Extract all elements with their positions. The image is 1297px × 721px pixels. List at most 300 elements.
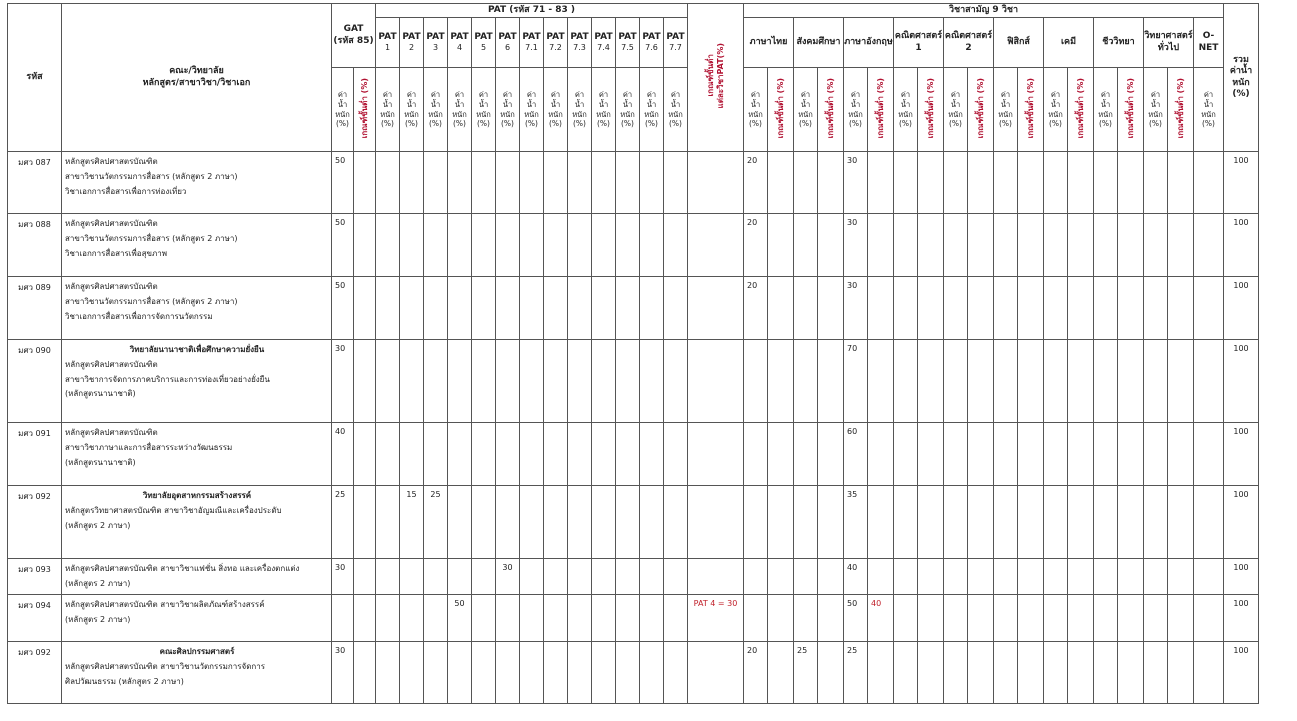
header-pat-7-2: PAT 7.2 (544, 18, 568, 68)
gat-minimum (354, 642, 376, 704)
subject-weight: 20 (744, 642, 768, 704)
subject-minimum (768, 340, 794, 423)
subject-weight (794, 423, 818, 486)
subject-minimum (868, 642, 894, 704)
subject-minimum (768, 277, 794, 340)
subject-weight (1044, 595, 1068, 642)
pat-weight (376, 559, 400, 595)
subject-minimum (918, 642, 944, 704)
onet-weight (1194, 486, 1224, 559)
subject-weight (1144, 423, 1168, 486)
subject-weight (794, 340, 818, 423)
program-description (62, 486, 332, 559)
pat-weight (400, 152, 424, 214)
pat-weight-label: ค่า น้ำ หนัก (%) (496, 68, 520, 152)
pat-minimum (688, 152, 744, 214)
program-line: (หลักสูตรนานาชาติ) (65, 389, 136, 399)
pat-weight: 30 (496, 559, 520, 595)
pat-weight (448, 152, 472, 214)
subject-weight (994, 277, 1018, 340)
subject-minimum (918, 277, 944, 340)
subject-minimum (918, 152, 944, 214)
subject-minimum (918, 214, 944, 277)
pat-weight (568, 277, 592, 340)
gat-minimum (354, 595, 376, 642)
pat-weight (472, 642, 496, 704)
subject-weight: 20 (744, 277, 768, 340)
pat-weight (424, 277, 448, 340)
pat-weight (376, 423, 400, 486)
row-code: มศว 087 (8, 152, 62, 214)
subject-minimum (1068, 152, 1094, 214)
pat-weight (640, 642, 664, 704)
program-description (62, 423, 332, 486)
subject-minimum (1068, 340, 1094, 423)
total-weight: 100 (1224, 423, 1259, 486)
pat-weight (592, 595, 616, 642)
pat-weight (616, 340, 640, 423)
onet-weight (1194, 642, 1224, 704)
header-subject-math2: คณิตศาสตร์ 2 (944, 18, 994, 68)
pat-weight (496, 152, 520, 214)
subject-minimum (1168, 277, 1194, 340)
gat-weight: 50 (332, 152, 354, 214)
gat-weight: 30 (332, 642, 354, 704)
total-weight: 100 (1224, 559, 1259, 595)
gat-weight: 50 (332, 214, 354, 277)
pat-weight (472, 152, 496, 214)
pat-weight (544, 423, 568, 486)
pat-weight (376, 595, 400, 642)
subject-weight (894, 486, 918, 559)
pat-weight (616, 214, 640, 277)
subject-minimum (968, 152, 994, 214)
table-row (8, 486, 1259, 559)
admission-criteria-table (7, 3, 1259, 704)
subject-weight (994, 340, 1018, 423)
gat-weight: 25 (332, 486, 354, 559)
row-code: มศว 091 (8, 423, 62, 486)
faculty-heading: วิทยาลัยอุตสาหกรรมสร้างสรรค์ (142, 491, 252, 500)
subject-minimum (818, 214, 844, 277)
row-code: มศว 092 (8, 642, 62, 704)
subject-weight (994, 642, 1018, 704)
program-line: (หลักสูตร 2 ภาษา) (65, 614, 131, 624)
subject-minimum (1018, 559, 1044, 595)
subject-minimum (1118, 152, 1144, 214)
gat-minimum (354, 277, 376, 340)
pat-weight (496, 642, 520, 704)
pat-weight (664, 277, 688, 340)
pat-minimum (688, 486, 744, 559)
onet-weight (1194, 559, 1224, 595)
subject-weight (1144, 214, 1168, 277)
program-description (62, 340, 332, 423)
total-weight: 100 (1224, 277, 1259, 340)
program-description (62, 595, 332, 642)
header-pat-7-1: PAT 7.1 (520, 18, 544, 68)
pat-minimum (688, 214, 744, 277)
program-line: สาขาวิชาการจัดการภาคบริการและการท่องเที่ยวอย่างยั่งยืน (65, 374, 270, 384)
table-row (8, 423, 1259, 486)
subject-minimum (1118, 340, 1144, 423)
header-pat-5: PAT 5 (472, 18, 496, 68)
subject-weight (1094, 642, 1118, 704)
subject-minimum (818, 423, 844, 486)
program-line: วิชาเอกการสื่อสารเพื่อการจัดการนวัตกรรม (65, 311, 213, 321)
subject-weight (1094, 152, 1118, 214)
subject-weight (944, 423, 968, 486)
pat-weight (472, 277, 496, 340)
subject-weight (1044, 214, 1068, 277)
pat-weight (448, 642, 472, 704)
subject-weight: 30 (844, 214, 868, 277)
pat-weight (400, 595, 424, 642)
subject-weight (944, 595, 968, 642)
pat-minimum (688, 559, 744, 595)
row-code: มศว 092 (8, 486, 62, 559)
subject-weight (1044, 340, 1068, 423)
gat-minimum (354, 152, 376, 214)
pat-weight (472, 486, 496, 559)
subject-minimum (918, 423, 944, 486)
pat-weight (592, 340, 616, 423)
subject-minimum (818, 340, 844, 423)
header-pat-7-4: PAT 7.4 (592, 18, 616, 68)
pat-weight (664, 340, 688, 423)
header-pat-group: PAT (รหัส 71 - 83 ) (376, 4, 688, 18)
subject-minimum (818, 486, 844, 559)
subject-weight (1144, 559, 1168, 595)
pat-weight (424, 559, 448, 595)
subject-weight (744, 340, 768, 423)
pat-weight (448, 277, 472, 340)
pat-weight (376, 152, 400, 214)
program-description (62, 559, 332, 595)
subject-minimum (1068, 214, 1094, 277)
program-line: หลักสูตรศิลปศาสตรบัณฑิต สาขาวิชานวัตกรรมการจัดการ (65, 661, 266, 671)
subject-weight (994, 559, 1018, 595)
pat-weight (616, 152, 640, 214)
pat-weight (592, 214, 616, 277)
total-weight: 100 (1224, 214, 1259, 277)
subject-weight (744, 559, 768, 595)
subject-minimum-label: เกณฑ์ขั้นต่ำ (%) (968, 68, 994, 152)
subject-minimum-label: เกณฑ์ขั้นต่ำ (%) (1168, 68, 1194, 152)
program-line: วิชาเอกการสื่อสารเพื่อการท่องเที่ยว (65, 186, 187, 196)
pat-weight (640, 340, 664, 423)
gat-weight: 40 (332, 423, 354, 486)
pat-weight (568, 340, 592, 423)
subject-weight (894, 277, 918, 340)
header-subject-math1: คณิตศาสตร์ 1 (894, 18, 944, 68)
pat-weight (544, 214, 568, 277)
table-row (8, 340, 1259, 423)
subject-weight (994, 486, 1018, 559)
header-pat-6: PAT 6 (496, 18, 520, 68)
subject-weight (794, 152, 818, 214)
pat-weight (616, 277, 640, 340)
header-pat-3: PAT 3 (424, 18, 448, 68)
subject-minimum (1118, 595, 1144, 642)
subject-weight (944, 152, 968, 214)
subject-weight (994, 595, 1018, 642)
header-subject-chemistry: เคมี (1044, 18, 1094, 68)
header-pat-7-6: PAT 7.6 (640, 18, 664, 68)
subject-minimum (918, 340, 944, 423)
subject-minimum (768, 595, 794, 642)
pat-weight (568, 486, 592, 559)
subject-minimum (1018, 152, 1044, 214)
subject-weight (1144, 152, 1168, 214)
subject-minimum (918, 486, 944, 559)
subject-weight-label: ค่า น้ำ หนัก (%) (794, 68, 818, 152)
subject-weight-label: ค่า น้ำ หนัก (%) (1094, 68, 1118, 152)
pat-weight (400, 214, 424, 277)
subject-weight (794, 277, 818, 340)
header-faculty: คณะ/วิทยาลัย หลักสูตร/สาขาวิชา/วิชาเอก (62, 4, 332, 152)
subject-minimum-label: เกณฑ์ขั้นต่ำ (%) (1118, 68, 1144, 152)
subject-weight: 35 (844, 486, 868, 559)
subject-minimum (1168, 642, 1194, 704)
header-subjects-group: วิชาสามัญ 9 วิชา (744, 4, 1224, 18)
subject-minimum: 40 (868, 595, 894, 642)
pat-weight (520, 277, 544, 340)
pat-weight: 25 (424, 486, 448, 559)
pat-weight-label: ค่า น้ำ หนัก (%) (400, 68, 424, 152)
subject-weight (794, 559, 818, 595)
header-pat-7-3: PAT 7.3 (568, 18, 592, 68)
program-line: หลักสูตรศิลปศาสตรบัณฑิต (65, 282, 158, 291)
subject-weight (1044, 642, 1068, 704)
subject-minimum (1168, 559, 1194, 595)
header-pat-7-5: PAT 7.5 (616, 18, 640, 68)
row-code: มศว 090 (8, 340, 62, 423)
pat-weight (400, 277, 424, 340)
subject-weight (1144, 595, 1168, 642)
subject-minimum (968, 559, 994, 595)
row-code: มศว 094 (8, 595, 62, 642)
subject-weight (944, 340, 968, 423)
pat-weight (424, 642, 448, 704)
subject-weight-label: ค่า น้ำ หนัก (%) (744, 68, 768, 152)
subject-minimum (768, 642, 794, 704)
pat-weight (520, 642, 544, 704)
gat-weight: 30 (332, 559, 354, 595)
subject-minimum (818, 152, 844, 214)
subject-weight (944, 486, 968, 559)
program-description (62, 277, 332, 340)
subject-weight (994, 423, 1018, 486)
program-line: วิชาเอกการสื่อสารเพื่อสุขภาพ (65, 248, 167, 258)
subject-weight: 30 (844, 152, 868, 214)
subject-weight (1094, 277, 1118, 340)
onet-weight (1194, 152, 1224, 214)
pat-weight (448, 486, 472, 559)
gat-minimum (354, 340, 376, 423)
subject-minimum (1168, 214, 1194, 277)
row-code: มศว 089 (8, 277, 62, 340)
subject-minimum (768, 152, 794, 214)
pat-weight: 15 (400, 486, 424, 559)
pat-weight (544, 340, 568, 423)
pat-weight (424, 595, 448, 642)
subject-minimum (1118, 642, 1144, 704)
subject-weight-label: ค่า น้ำ หนัก (%) (894, 68, 918, 152)
subject-minimum (1018, 340, 1044, 423)
pat-weight (544, 642, 568, 704)
onet-weight-label: ค่า น้ำ หนัก (%) (1194, 68, 1224, 152)
onet-weight (1194, 340, 1224, 423)
gat-weight-label: ค่า น้ำ หนัก (%) (332, 68, 354, 152)
subject-minimum (1168, 486, 1194, 559)
admission-criteria-sheet (7, 3, 1259, 704)
row-code: มศว 088 (8, 214, 62, 277)
header-pat-4: PAT 4 (448, 18, 472, 68)
subject-weight (794, 486, 818, 559)
pat-weight (400, 423, 424, 486)
program-line: หลักสูตรศิลปศาสตรบัณฑิต สาขาวิชาแฟชั่น สิ่งทอ และเครื่องตกแต่ง (65, 564, 300, 573)
subject-minimum (868, 214, 894, 277)
subject-minimum (968, 423, 994, 486)
subject-minimum (868, 152, 894, 214)
subject-minimum (818, 595, 844, 642)
subject-minimum (868, 486, 894, 559)
pat-weight (664, 152, 688, 214)
pat-weight (496, 340, 520, 423)
pat-weight (568, 423, 592, 486)
subject-weight (894, 423, 918, 486)
header-pat-1: PAT 1 (376, 18, 400, 68)
subject-minimum (1118, 277, 1144, 340)
subject-minimum (1068, 486, 1094, 559)
subject-minimum (968, 642, 994, 704)
pat-minimum (688, 423, 744, 486)
pat-weight (496, 486, 520, 559)
pat-weight (520, 559, 544, 595)
subject-weight (1044, 486, 1068, 559)
subject-weight (1044, 559, 1068, 595)
table-row (8, 595, 1259, 642)
total-weight: 100 (1224, 642, 1259, 704)
table-row (8, 642, 1259, 704)
gat-weight (332, 595, 354, 642)
pat-weight (400, 559, 424, 595)
pat-weight (376, 486, 400, 559)
pat-weight (616, 642, 640, 704)
subject-weight (994, 214, 1018, 277)
gat-weight: 30 (332, 340, 354, 423)
pat-weight (568, 642, 592, 704)
faculty-heading: คณะศิลปกรรมศาสตร์ (159, 647, 235, 656)
program-line: สาขาวิชานวัตกรรมการสื่อสาร (หลักสูตร 2 ภาษา) (65, 171, 238, 181)
pat-weight-label: ค่า น้ำ หนัก (%) (472, 68, 496, 152)
program-description (62, 152, 332, 214)
pat-weight (544, 559, 568, 595)
subject-minimum (968, 340, 994, 423)
pat-weight (616, 486, 640, 559)
subject-minimum (1018, 277, 1044, 340)
header-gat: GAT (รหัส 85) (332, 4, 376, 68)
pat-weight (544, 277, 568, 340)
pat-weight (592, 486, 616, 559)
pat-weight-label: ค่า น้ำ หนัก (%) (376, 68, 400, 152)
subject-minimum (768, 423, 794, 486)
subject-minimum-label: เกณฑ์ขั้นต่ำ (%) (1018, 68, 1044, 152)
gat-weight: 50 (332, 277, 354, 340)
program-line: (หลักสูตร 2 ภาษา) (65, 578, 131, 588)
subject-weight (1144, 340, 1168, 423)
subject-minimum (868, 277, 894, 340)
pat-weight (520, 423, 544, 486)
subject-minimum (1168, 595, 1194, 642)
pat-weight (592, 277, 616, 340)
subject-minimum (1168, 423, 1194, 486)
pat-weight (664, 642, 688, 704)
subject-weight (1094, 423, 1118, 486)
header-code: รหัส (8, 4, 62, 152)
subject-minimum (1018, 642, 1044, 704)
subject-weight (1094, 559, 1118, 595)
subject-weight: 60 (844, 423, 868, 486)
subject-weight (1094, 340, 1118, 423)
pat-weight (472, 423, 496, 486)
header-subject-biology: ชีววิทยา (1094, 18, 1144, 68)
subject-minimum (1118, 559, 1144, 595)
subject-weight (894, 559, 918, 595)
pat-weight (568, 152, 592, 214)
table-body (8, 152, 1259, 704)
onet-weight (1194, 423, 1224, 486)
header-total: รวม ค่าน้ำ หนัก (%) (1224, 4, 1259, 152)
pat-weight (664, 486, 688, 559)
subject-weight (944, 214, 968, 277)
pat-weight-label: ค่า น้ำ หนัก (%) (592, 68, 616, 152)
subject-minimum-label: เกณฑ์ขั้นต่ำ (%) (918, 68, 944, 152)
subject-weight (1144, 486, 1168, 559)
program-description (62, 214, 332, 277)
pat-weight (640, 559, 664, 595)
onet-weight (1194, 214, 1224, 277)
pat-weight (592, 642, 616, 704)
header-pat-minimum: เกณฑ์ขั้นต่ำ แต่ละวิชาPAT(%) (688, 4, 744, 152)
pat-weight: 50 (448, 595, 472, 642)
program-line: หลักสูตรศิลปศาสตรบัณฑิต (65, 219, 158, 228)
pat-weight (664, 559, 688, 595)
subject-weight (794, 214, 818, 277)
header-subject-social: สังคมศึกษา (794, 18, 844, 68)
subject-minimum (968, 214, 994, 277)
pat-minimum (688, 340, 744, 423)
pat-weight (520, 152, 544, 214)
subject-weight (1144, 277, 1168, 340)
pat-weight (376, 214, 400, 277)
subject-weight (894, 340, 918, 423)
pat-weight (424, 423, 448, 486)
subject-weight (1144, 642, 1168, 704)
program-line: ศิลปวัฒนธรรม (หลักสูตร 2 ภาษา) (65, 676, 184, 686)
pat-weight (520, 595, 544, 642)
subject-minimum (1068, 642, 1094, 704)
pat-weight (592, 423, 616, 486)
subject-minimum (768, 559, 794, 595)
subject-minimum (768, 214, 794, 277)
program-line: (หลักสูตร 2 ภาษา) (65, 520, 131, 530)
subject-weight (994, 152, 1018, 214)
subject-minimum-label: เกณฑ์ขั้นต่ำ (%) (868, 68, 894, 152)
subject-minimum (1118, 423, 1144, 486)
gat-minimum (354, 214, 376, 277)
